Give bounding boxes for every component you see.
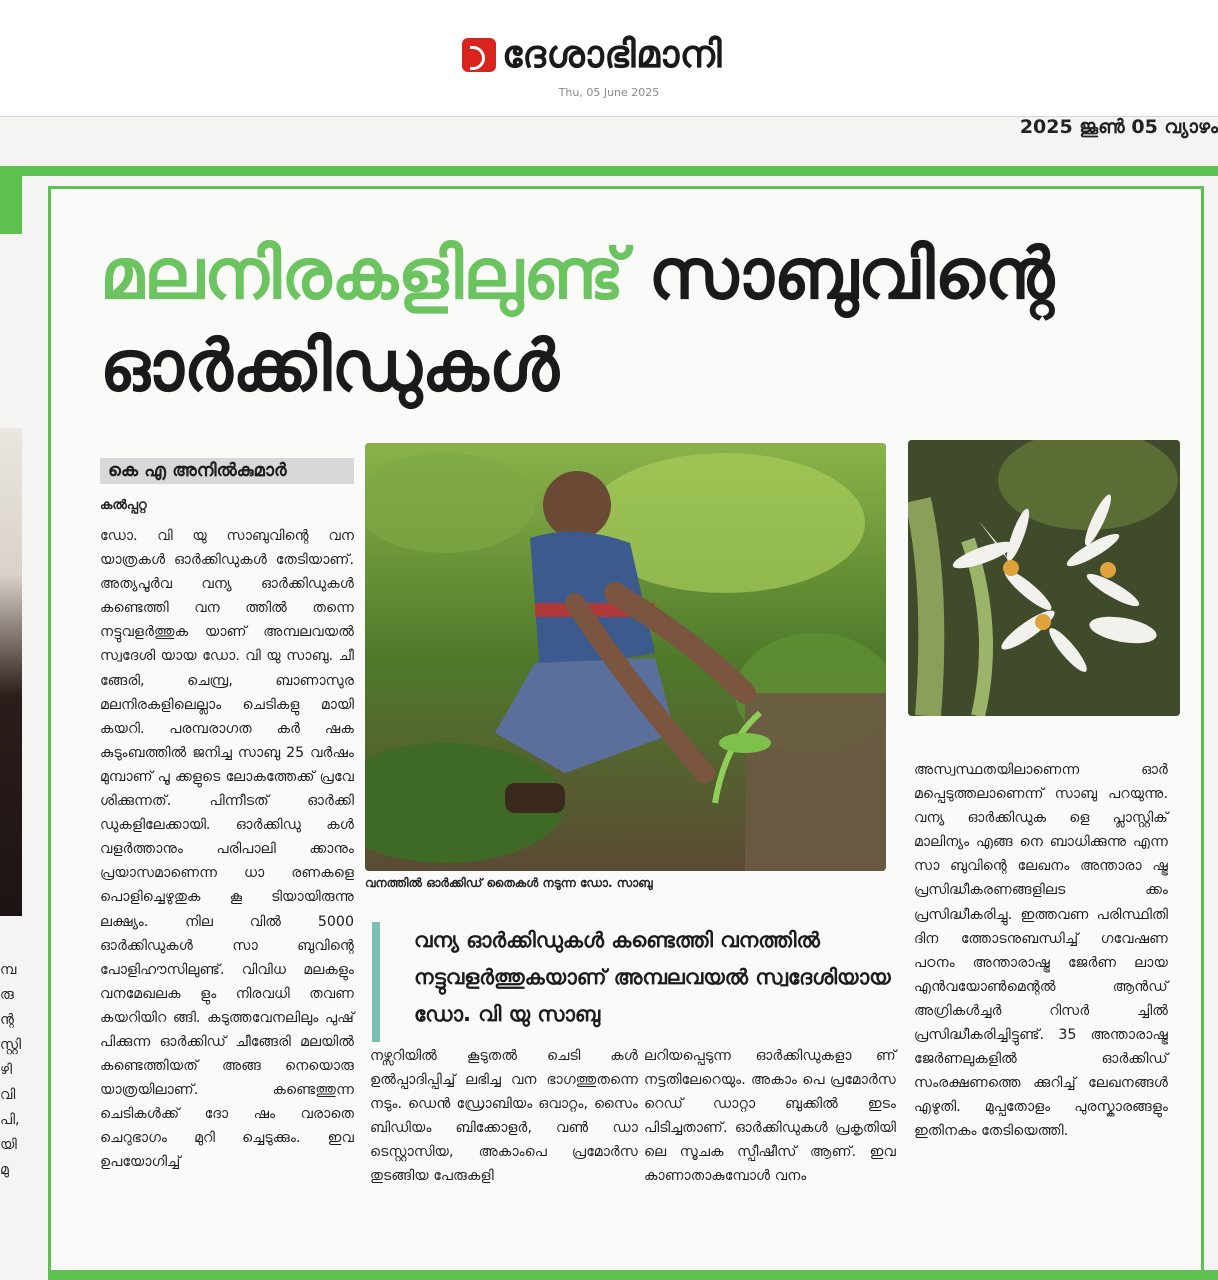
fragment-line: രു [0,987,14,1003]
adjacent-page-text [0,958,22,1183]
orchid-flower-photo [908,440,1180,716]
site-header [0,0,1218,117]
fragment-line: യി [0,1137,17,1153]
deshabhimani-logo-icon [462,38,496,72]
article-column-1: ഡോ. വി യു സാബുവിന്റെ വന യാത്രകൾ ഓർക്കിഡുകൾ തേടിയാണ്. അത്യപൂർവ വന്യ ഓർക്കിഡുകൾ കണ്ടെത്തി വന ത്തിൽ തന്നെ നട്ടുവളർത്തുക യാണ് അമ്പലവയൽ സ്വദേശി യായ ഡോ. വി യു സാബു. ചീ ങ്ങേരി, ചെമ്പ്ര, ബാണാസുര മലനിരകളിലെല്ലാം ചെടികളു മായി കയറി. പരമ്പരാഗത കർ ഷക കുടുംബത്തിൽ ജനിച്ച സാബു 25 വർഷം മുമ്പാണ് പൂ ക്കളുടെ ലോകത്തേക്ക് പ്രവേ ശിക്കുന്നത്. പിന്നീടത് ഓർക്കി ഡുകളിലേക്കായി. ഓർക്കിഡു കൾ വളർത്താനും പരിപാലി ക്കാനും പ്രയാസമാണെന്ന ധാ രണകളെ പൊളിച്ചെഴുതുക കൂ ടിയായിരുന്നു ലക്ഷ്യം. നില വിൽ 5000 ഓർക്കിഡുകൾ സാ ബുവിന്റെ പോളിഹൗസിലുണ്ട്. വിവിധ മലകളും വനമേഖലക ളും നിരവധി തവണ കയറിയിറ ങ്ങി. കടുത്തവേനലിലും പുഷ് പിക്കുന്ന ഓർക്കിഡ് ചീങ്ങേരി മലയിൽ കണ്ടെത്തിയത് അങ്ങ നെയൊരു യാത്രയിലാണ്. കണ്ടെത്തുന്ന ചെടികൾക്ക് ദോ ഷം വരാതെ ചെറുഭാഗം മുറി ച്ചെടുക്കും. ഇവ ഉപയോഗിച്ച് [100,528,354,1171]
site-logo[interactable] [462,32,722,77]
paper-date: 2025 ജൂൺ 05 വ്യാഴം [1019,116,1218,138]
headline-green-part: മലനിരകളിലുണ്ട് [100,233,625,315]
adjacent-page-accent [0,166,22,234]
byline: കെ എ അനിൽകുമാർ [100,458,354,484]
article-column-4: അസ്വസ്ഥതയിലാണെന്ന ഓർ മപ്പെടുത്തലാണെന്ന് സാബു പറയുന്നു. വന്യ ഓർക്കിഡുക ളെ പ്ലാസ്റ്റിക് മാലിന്യം എങ്ങ നെ ബാധിക്കുന്നു എന്ന സാ ബുവിന്റെ ലേഖനം അന്താരാ ഷ്ട്ര പ്രസിദ്ധീകരണങ്ങളിലട ക്കം പ്രസിദ്ധീകരിച്ചു. ഇത്തവണ പരിസ്ഥിതി ദിന ത്തോടനുബന്ധിച്ച് ഗവേഷണ പഠനം അന്താരാഷ്ട്ര ജേർണ ലായ എൻവയോൺമെന്റൽ ആൻഡ് അഗ്രികൾച്ചർ റിസർ ച്ചിൽ പ്രസിദ്ധീകരിച്ചിട്ടുണ്ട്. 35 അന്താരാഷ്ട്ര ജേർണലുകളിൽ ഓർക്കിഡ് സംരക്ഷണത്തെ ക്കുറിച്ച് ലേഖനങ്ങൾ എഴുതി. മുപ്പതോളം പുരസ്കാരങ്ങളും ഇതിനകം തേടിയെത്തി. [914,762,1168,1140]
article-headline [100,232,1180,408]
fragment-line: മു [0,1162,9,1178]
fragment-line: പി, [0,1112,20,1128]
fragment-line: മ്പ [0,962,17,978]
dateline-place: കൽപ്പറ്റ [100,498,147,513]
photo-illustration [365,443,886,871]
fragment-line: സ്റ്റി [0,1037,21,1053]
headline-line-1 [100,232,1180,316]
article-bottom-border [48,1270,1218,1280]
headline-line-2: ഓർക്കിഡുകൾ [100,325,559,407]
adjacent-page-photo [0,428,22,916]
fragment-line: ഴി [0,1062,13,1078]
fragment-line: വി [0,1087,16,1103]
logo-text: ദേശാഭിമാനി [502,32,723,76]
fragment-line: ന്റ [0,1012,14,1028]
pull-quote: വന്യ ഓർക്കിഡുകൾ കണ്ടെത്തി വനത്തിൽ നട്ടുവളർത്തുകയാണ് അമ്പലവയൽ സ്വദേശിയായ ഡോ. വി യു സാബു [372,922,892,1042]
headline-black-part: സാബുവിന്റെ [648,233,1055,315]
article-column-3: ലറിയപ്പെടുന്ന ഓർക്കിഡുകളാ ണ് നട്ടതിലേറെയും. അകാം പെ പ്രമോർസ റെഡ് ഡാറ്റാ ബുക്കിൽ ഇടം പിടിച്ചതാണ്. ഓർക്കിഡുകൾ പ്രകൃതിയി ലെ സൂചക സ്പീഷീസ് ആണ്. ഇവ കാണാതാകുമ്പോൾ വനം [644,1048,896,1185]
photo-caption: വനത്തിൽ ഓർക്കിഡ് തൈകൾ നടുന്ന ഡോ. സാബു [365,876,653,890]
publish-date: Thu, 05 June 2025 [558,86,660,99]
article-column-2: നഴ്സറിയിൽ കൂടുതൽ ചെടി കൾ ഉൽപ്പാദിപ്പിച്ച് ലഭിച്ച വന ഭാഗത്തുതന്നെ നടും. ഡെൻ ഡ്രോബിയം ഒവാറ്റം, സൈം ബിഡിയം ബിക്കോളർ, വൺ ഡാ ടെസ്റ്റാസിയ, അകാംപെ പ്രമോർസ തുടങ്ങിയ പേരുകളി [370,1048,638,1185]
orchid-illustration [908,440,1180,716]
forest-planting-photo [365,443,886,871]
